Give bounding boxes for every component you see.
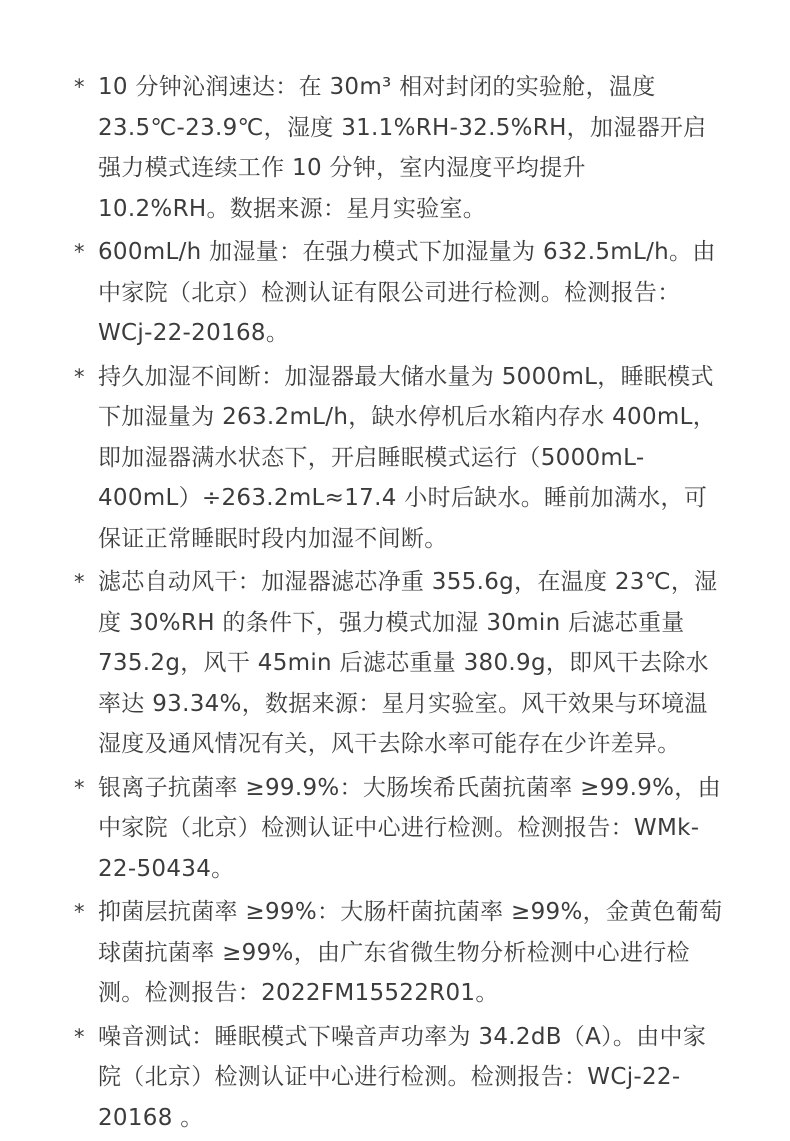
footnote-noise-test	[74, 1017, 724, 1139]
asterisk-marker: *	[74, 900, 85, 924]
footnote-text: 600mL/h 加湿量：在强力模式下加湿量为 632.5mL/h。由中家院（北京）检测认证有限公司进行检测。检测报告：WCj-22-20168。	[98, 239, 716, 346]
footnote-text: 滤芯自动风干：加湿器滤芯净重 355.6g，在温度 23℃，湿度 30%RH 的条件下，强力模式加湿 30min 后滤芯重量 735.2g，风干 45min 后滤芯重量 380.9g，即风干去除水率达 93.34%，数据来源：星月实验室。风干效果与环境温湿度及通风情况有关，风干去除水率可能存在少许差异。	[98, 569, 718, 757]
footnote-humidify-speed	[74, 67, 724, 229]
footnote-text: 持久加湿不间断：加湿器最大储水量为 5000mL，睡眠模式下加湿量为 263.2mL/h，缺水停机后水箱内存水 400mL，即加湿器满水状态下，开启睡眠模式运行（5000mL-400mL）÷263.2mL≈17.4 小时后缺水。睡前加满水，可保证正常睡眠时段内加湿不间断。	[98, 363, 717, 552]
footnote-humidify-volume	[74, 232, 724, 354]
footnote-text: 抑菌层抗菌率 ≥99%：大肠杆菌抗菌率 ≥99%，金黄色葡萄球菌抗菌率 ≥99%，由广东省微生物分析检测中心进行检测。检测报告：2022FM15522R01。	[98, 899, 723, 1006]
footnote-antibacterial-layer	[74, 892, 724, 1014]
asterisk-marker: *	[74, 364, 85, 389]
footnote-list	[74, 67, 724, 1141]
asterisk-marker: *	[74, 1024, 85, 1049]
asterisk-marker: *	[74, 570, 85, 594]
footnote-text: 银离子抗菌率 ≥99.9%：大肠埃希氏菌抗菌率 ≥99.9%，由中家院（北京）检测认证中心进行检测。检测报告：WMk-22-50434。	[98, 774, 721, 882]
footnote-filter-drying	[74, 562, 724, 765]
footnote-silver-ion	[74, 768, 724, 890]
footnote-text: 10 分钟沁润速达：在 30m³ 相对封闭的实验舱，温度 23.5℃-23.9℃，湿度 31.1%RH-32.5%RH，加湿器开启强力模式连续工作 10 分钟，室内湿度平均提升 10.2%RH。数据来源：星月实验室。	[98, 74, 707, 222]
footnote-text: 噪音测试：睡眠模式下噪音声功率为 34.2dB（A）。由中家院（北京）检测认证中心进行检测。检测报告：WCj-22-20168 。	[98, 1023, 707, 1131]
asterisk-marker: *	[74, 775, 85, 800]
footnote-continuous-humidify	[74, 357, 724, 560]
asterisk-marker: *	[74, 75, 85, 99]
asterisk-marker: *	[74, 240, 85, 264]
